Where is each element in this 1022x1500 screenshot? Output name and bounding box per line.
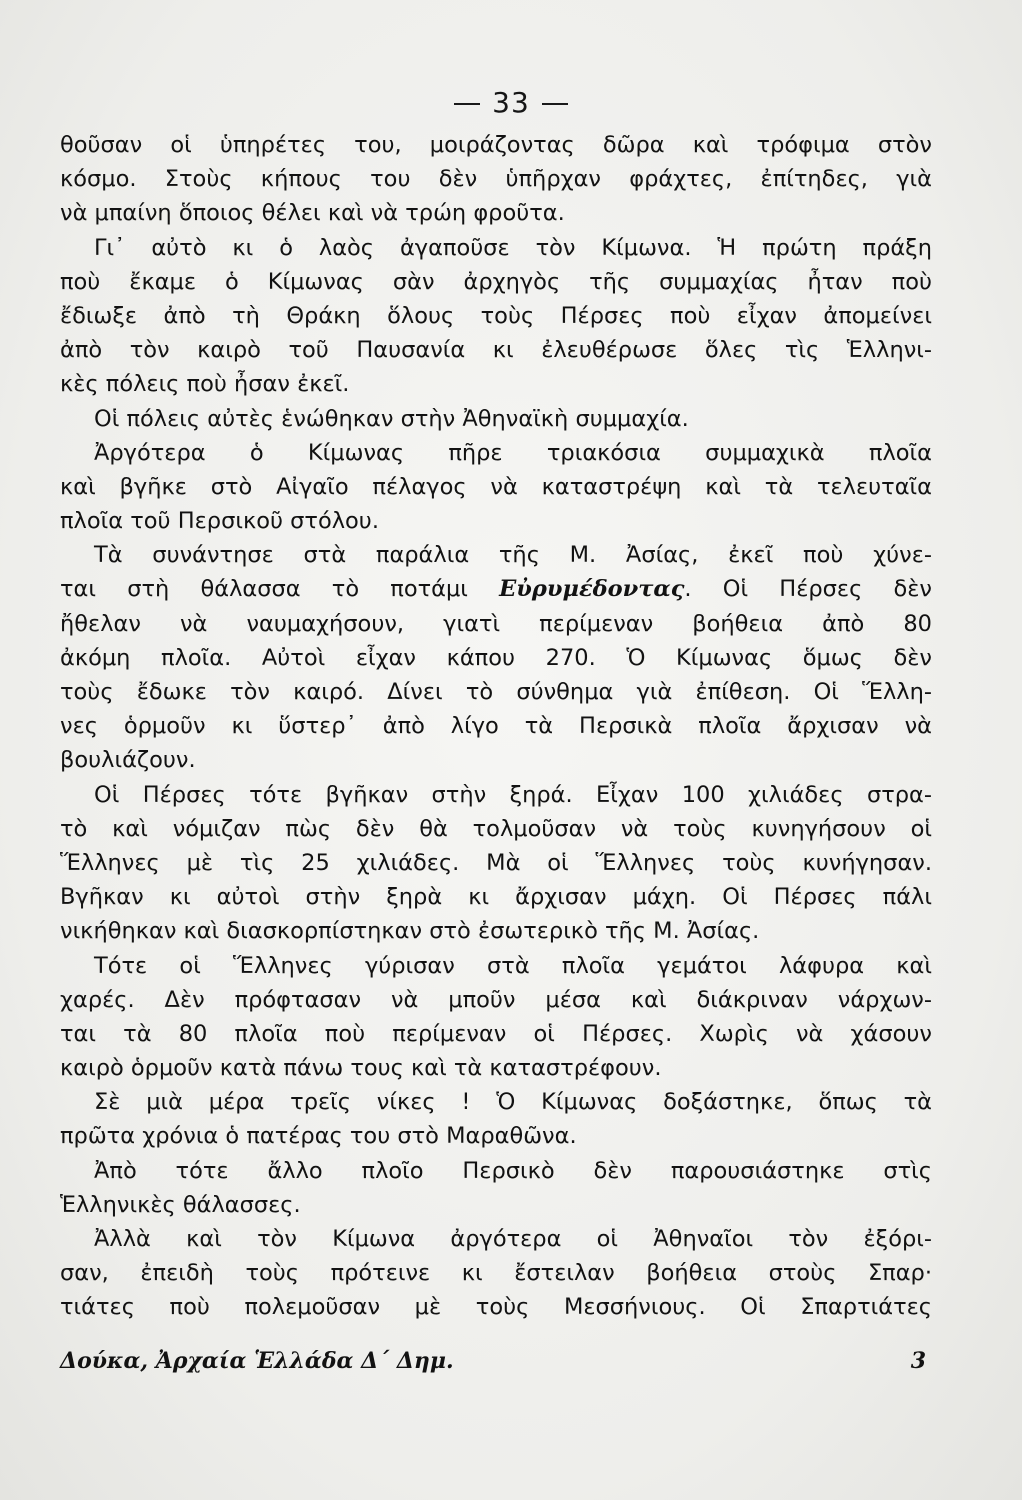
- text-line: ἤθελαν νὰ ναυμαχήσουν, γιατὶ περίμεναν βοήθεια ἀπὸ 80: [60, 610, 932, 637]
- text-line: τοὺς ἔδωκε τὸν καιρό. Δίνει τὸ σύνθημα γιὰ ἐπίθεση. Οἱ Ἕλλη-: [60, 679, 932, 705]
- text-line: Τότε οἱ Ἕλληνες γύρισαν στὰ πλοῖα γεμάτοι λάφυρα καὶ: [94, 952, 932, 979]
- text-line: Γι᾿ αὐτὸ κι ὁ λαὸς ἀγαποῦσε τὸν Κίμωνα. Ἡ πρώτη πράξη: [94, 234, 932, 261]
- river-name-italic: Εὐρυμέδοντας: [499, 576, 685, 603]
- text-line: Ἀπὸ τότε ἄλλο πλοῖο Περσικὸ δὲν παρουσιάστηκε στὶς: [94, 1157, 932, 1184]
- text-line: τὸ καὶ νόμιζαν πὼς δὲν θὰ τολμοῦσαν νὰ τοὺς κυνηγήσουν οἱ: [60, 815, 932, 842]
- text-line-segment: ται στὴ θάλασσα τὸ ποτάμι: [60, 576, 500, 603]
- text-line: τιάτες ποὺ πολεμοῦσαν μὲ τοὺς Μεσσήνιους. Οἱ Σπαρτιάτες: [60, 1294, 932, 1321]
- text-line: κόσμο. Στοὺς κήπους του δὲν ὑπῆρχαν φράχτες, ἐπίτηδες, γιὰ: [60, 166, 932, 193]
- text-line: Ἕλληνες μὲ τὶς 25 χιλιάδες. Μὰ οἱ Ἕλληνες τοὺς κυνήγησαν.: [60, 849, 932, 876]
- text-line: βουλιάζουν.: [60, 747, 196, 774]
- text-line: ποὺ ἔκαμε ὁ Κίμωνας σὰν ἀρχηγὸς τῆς συμμαχίας ἦταν ποὺ: [60, 268, 932, 295]
- text-line: νες ὁρμοῦν κι ὕστερ᾿ ἀπὸ λίγο τὰ Περσικὰ πλοῖα ἄρχισαν νὰ: [60, 713, 932, 740]
- text-line: Σὲ μιὰ μέρα τρεῖς νίκες ! Ὁ Κίμωνας δοξάστηκε, ὅπως τὰ: [94, 1089, 932, 1116]
- text-line: νικήθηκαν καὶ διασκορπίστηκαν στὸ ἐσωτερικὸ τῆς Μ. Ἀσίας.: [60, 918, 760, 945]
- text-line: πλοῖα τοῦ Περσικοῦ στόλου.: [60, 508, 379, 535]
- page-number-text: 33: [492, 86, 530, 119]
- text-line: Οἱ πόλεις αὐτὲς ἑνώθηκαν στὴν Ἀθηναϊκὴ συμμαχία.: [94, 405, 689, 432]
- text-line: Ἀργότερα ὁ Κίμωνας πῆρε τριακόσια συμμαχικὰ πλοῖα: [94, 439, 932, 466]
- footer: [60, 1348, 932, 1382]
- text-line: ται τὰ 80 πλοῖα ποὺ περίμεναν οἱ Πέρσες. Χωρὶς νὰ χάσουν: [60, 1020, 932, 1047]
- footer-signature-number: 3: [910, 1348, 926, 1374]
- text-line: Βγῆκαν κι αὐτοὶ στὴν ξηρὰ κι ἄρχισαν μάχη. Οἱ Πέρσες πάλι: [60, 884, 932, 911]
- text-line: ἀκόμη πλοῖα. Αὐτοὶ εἶχαν κάπου 270. Ὁ Κίμωνας ὅμως δὲν: [60, 644, 932, 671]
- text-line: χαρές. Δὲν πρόφτασαν νὰ μποῦν μέσα καὶ διάκριναν νάρχων-: [60, 986, 932, 1013]
- page-number-dash-right: [542, 103, 568, 105]
- text-line: Ἑλληνικὲς θάλασσες.: [60, 1191, 301, 1218]
- page-number: [0, 86, 1022, 119]
- text-line: καιρὸ ὁρμοῦν κατὰ πάνω τους καὶ τὰ καταστρέφουν.: [60, 1055, 662, 1082]
- text-line: ἔδιωξε ἀπὸ τὴ Θράκη ὅλους τοὺς Πέρσες ποὺ εἶχαν ἀπομείνει: [60, 302, 932, 329]
- page-number-dash-left: [454, 103, 480, 105]
- text-line: σαν, ἐπειδὴ τοὺς πρότεινε κι ἔστειλαν βοήθεια στοὺς Σπαρ·: [60, 1260, 932, 1287]
- body-text: [60, 128, 932, 1325]
- text-line: Ἀλλὰ καὶ τὸν Κίμωνα ἀργότερα οἱ Ἀθηναῖοι τὸν ἐξόρι-: [94, 1226, 932, 1252]
- text-line: Οἱ Πέρσες τότε βγῆκαν στὴν ξηρά. Εἶχαν 100 χιλιάδες στρα-: [94, 781, 932, 808]
- text-line: ἀπὸ τὸν καιρὸ τοῦ Παυσανία κι ἐλευθέρωσε ὅλες τὶς Ἑλληνι-: [60, 337, 932, 364]
- text-line: κὲς πόλεις ποὺ ἦσαν ἐκεῖ.: [60, 371, 350, 398]
- text-line: Τὰ συνάντησε στὰ παράλια τῆς Μ. Ἀσίας, ἐκεῖ ποὺ χύνε-: [94, 542, 932, 569]
- text-line: καὶ βγῆκε στὸ Αἰγαῖο πέλαγος νὰ καταστρέψη καὶ τὰ τελευταῖα: [60, 473, 932, 500]
- footer-book-title: Δούκα, Ἀρχαία Ἑλλάδα Δ΄ Δημ.: [60, 1348, 454, 1374]
- text-line: [60, 572, 932, 606]
- text-line: θοῦσαν οἱ ὑπηρέτες του, μοιράζοντας δῶρα καὶ τρόφιμα στὸν: [60, 132, 932, 158]
- text-line-segment: . Οἱ Πέρσες δὲν: [684, 576, 932, 603]
- text-line: νὰ μπαίνη ὅποιος θέλει καὶ νὰ τρώη φροῦτα.: [60, 200, 565, 227]
- text-line: πρῶτα χρόνια ὁ πατέρας του στὸ Μαραθῶνα.: [60, 1123, 577, 1150]
